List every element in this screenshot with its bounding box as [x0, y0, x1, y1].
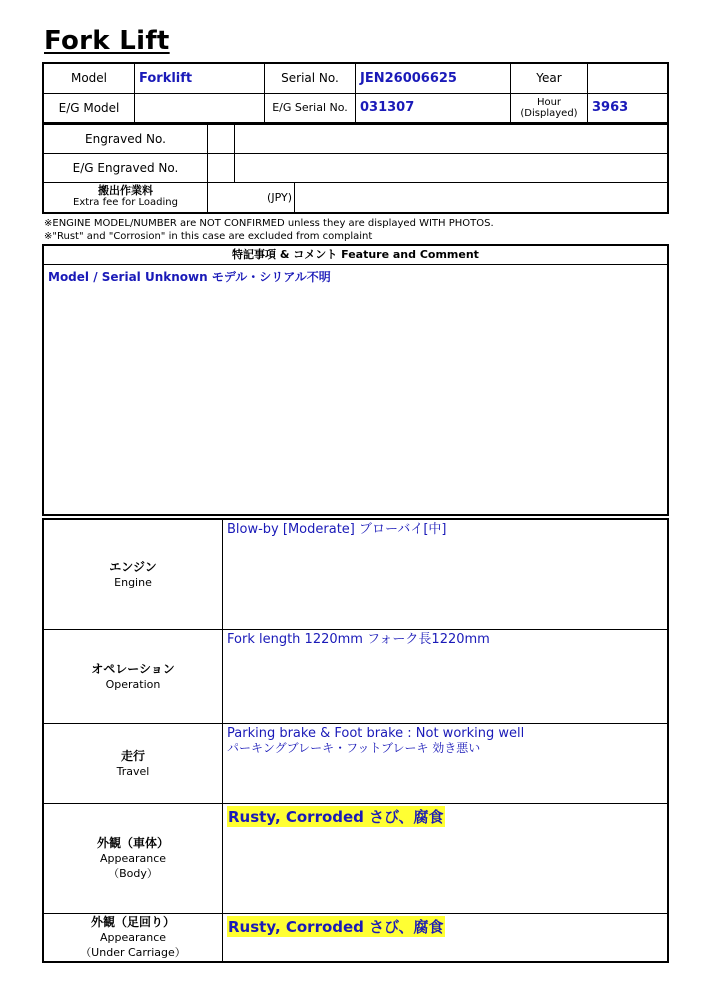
fee-value	[295, 183, 667, 212]
eg-engraved-box	[208, 153, 235, 182]
eg-model-label: E/G Model	[43, 93, 135, 123]
section-label-jp: 外観（足回り）	[90, 915, 175, 929]
section-row	[44, 723, 667, 803]
comment-header: 特記事項 & コメント Feature and Comment	[44, 246, 667, 265]
section-label	[44, 520, 223, 629]
section-comment-line: パーキングブレーキ・フットブレーキ 効き悪い	[227, 741, 481, 755]
hour-value: 3963	[588, 93, 669, 123]
inspection-sections	[42, 518, 669, 963]
section-label-en2: （Body）	[108, 867, 158, 880]
section-comment-line: Rusty, Corroded さび、腐食	[228, 808, 444, 826]
section-label-en: Engine	[114, 575, 152, 589]
page-title: Fork Lift	[44, 26, 170, 56]
section-label	[44, 804, 223, 913]
section-row	[44, 520, 667, 629]
section-label-en: Travel	[116, 764, 150, 778]
hour-label-line1: Hour	[536, 96, 562, 108]
section-label-en2: （Under Carriage）	[80, 946, 186, 959]
section-comment	[223, 630, 667, 723]
eg-model-value	[135, 93, 265, 123]
section-row	[44, 629, 667, 723]
engraved-table	[42, 123, 669, 214]
model-value: Forklift	[135, 63, 265, 93]
note-rust-excluded: ※"Rust" and "Corrosion" in this case are excluded from complaint	[44, 231, 373, 242]
year-label: Year	[511, 63, 588, 93]
section-comment	[223, 914, 667, 961]
hour-label-line2: (Displayed)	[520, 107, 578, 119]
section-comment-line: Fork length 1220mm フォーク長1220mm	[227, 632, 490, 647]
comment-text: Model / Serial Unknown モデル・シリアル不明	[48, 270, 331, 284]
eg-engraved-label: E/G Engraved No.	[43, 153, 208, 182]
eg-serial-label: E/G Serial No.	[265, 93, 356, 123]
fee-label-jp: 搬出作業料	[98, 184, 153, 197]
section-label-jp: エンジン	[109, 559, 157, 574]
section-label-jp: 外観（車体）	[96, 836, 169, 850]
note-engine-confirm: ※ENGINE MODEL/NUMBER are NOT CONFIRMED unless they are displayed WITH PHOTOS.	[44, 218, 494, 229]
section-label	[44, 914, 223, 961]
section-comment	[223, 804, 667, 913]
section-comment-line: Blow-by [Moderate] ブローバイ[中]	[227, 522, 447, 537]
hour-label	[511, 93, 588, 123]
model-label: Model	[43, 63, 135, 93]
eg-engraved-value	[235, 153, 669, 182]
fee-label	[43, 182, 208, 213]
section-label-jp: オペレーション	[91, 661, 175, 676]
comment-box	[42, 244, 669, 516]
section-label	[44, 724, 223, 803]
section-label-jp: 走行	[120, 748, 145, 763]
section-label-en: Operation	[105, 677, 161, 691]
fee-cell	[208, 182, 669, 213]
section-comment-line: Rusty, Corroded さび、腐食	[228, 918, 444, 936]
fee-label-en: Extra fee for Loading	[73, 197, 178, 208]
fee-currency: (JPY)	[208, 183, 295, 212]
section-row	[44, 803, 667, 913]
header-table	[42, 62, 669, 124]
eg-serial-value: 031307	[356, 93, 511, 123]
section-comment	[223, 724, 667, 803]
section-comment	[223, 520, 667, 629]
serial-value: JEN26006625	[356, 63, 511, 93]
engraved-box	[208, 124, 235, 153]
engraved-value	[235, 124, 669, 153]
year-value	[588, 63, 669, 93]
serial-label: Serial No.	[265, 63, 356, 93]
section-label-en: Appearance	[99, 852, 167, 865]
section-label-en: Appearance	[99, 931, 167, 944]
section-label	[44, 630, 223, 723]
engraved-label: Engraved No.	[43, 124, 208, 153]
section-comment-line: Parking brake & Foot brake : Not working well	[227, 726, 525, 741]
section-row	[44, 913, 667, 961]
